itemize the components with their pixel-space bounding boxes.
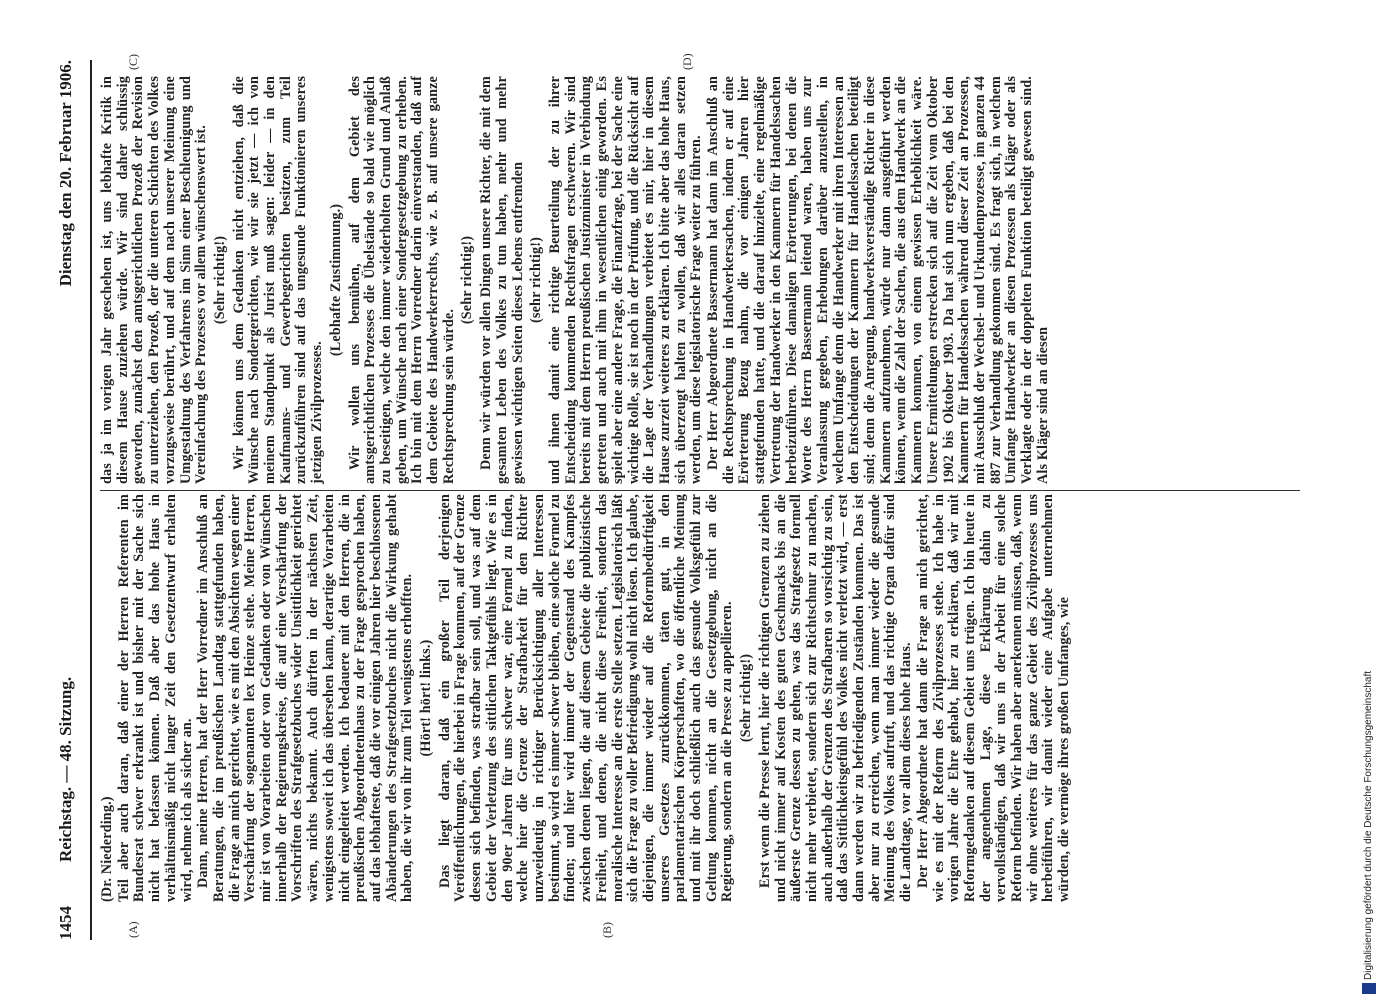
- paragraph: das ja im vorigen Jahr geschehen ist, uns lebhafte Kritik in diesem Hause zuziehen würde. Wir sind daher schlüssig geworden, zunächst den amtsgerichtlichen Prozeß der Revision zu unterziehen, den Prozeß, der die unteren Schichten des Volkes vorzugsweise berührt, und auf dem nach unserer Meinung eine Umgestaltung des Verfahrens im Sinn einer Beschleunigung und Vereinfachung des Prozesses vor allem wünschenswert ist.: [99, 76, 210, 484]
- paragraph: Denn wir würden vor allen Dingen unsere Richter, die mit dem gesamten Leben des Volkes zu tun haben, mehr und mehr gewissen wichtigen Seiten dieses Lebens entfremden: [478, 76, 526, 484]
- paragraph: Der Herr Abgeordnete Bassermann hat dann im Anschluß an die Rechtsprechung in Handwerkersachen, indem er auf eine Erörterung Bezug nahm, die vor einigen Jahren hier stattgefunden hatte, und die darauf hinzielte, eine regelmäßige Vertretung der Handwerker in den Kammern für Handelssachen herbeizuführen. Diese damaligen Erörterungen, bei denen die Worte des Herrn Bassermann leitend waren, haben uns zur Veranlassung gegeben, Erhebungen darüber anzustellen, in welchem Umfange denn die Handwerker mit ihren Interessen an den Entscheidungen der Kammern für Handelssachen beteiligt sind; denn die Anregung, handwerksverständige Richter in diese Kammern aufzunehmen, würde nur dann ausgeführt werden können, wenn die Zahl der Sachen, die aus dem Handwerk an die Kammern kommen, von einem gewissen Erheblichkeit wäre. Unsere Ermittelungen erstrecken sich auf die Zeit vom Oktober 1902 bis Oktober 1903. Da hat sich nun ergeben, daß bei den Kammern für Handelssachen während dieser Zeit an Prozessen, mit Ausschluß der Wechsel- und Urkundenprozesse, im ganzen 44 887 zur Verhandlung gekommen sind. Es fragt sich, in welchem Umfange Handwerker an diesen Prozessen als Kläger oder als Verklagte oder in der doppelten Funktion beteiligt gewesen sind. Als Kläger sind an diesen: [705, 76, 1051, 484]
- margin-marker-c: (C): [126, 54, 140, 70]
- paragraph: Wir können uns dem Gedanken nicht entziehen, daß die Wünsche nach Sondergerichten, wie wir sie jetzt — ich von meinem Standpunkt als Jurist muß sagen: leider — in den Kaufmanns- und Gewerbegerichten besitzen, zum Teil zurückzuführen sind auf das ungesunde Funktionieren unseres jetzigen Zivilprozesses.: [230, 76, 326, 484]
- interjection: (Sehr richtig!): [738, 653, 755, 743]
- interjection: (Hört! hört! links.): [418, 639, 435, 757]
- margin-marker-d: (D): [680, 53, 694, 70]
- interjection: (Lebhafte Zustimmung.): [327, 203, 344, 357]
- interjection: (Sehr richtig!): [459, 235, 476, 325]
- left-column: [100, 494, 1074, 902]
- column-divider: [100, 490, 1300, 491]
- paragraph: Das liegt daran, daß ein großer Teil derjenigen Veröffentlichungen, die hierbei in Frage kommen, auf der Grenze dessen sich befinden, was strafbar sein soll, und was auf dem Gebiet der Verletzung des sittlichen Taktgefühls liegt. Wie es in den 90er Jahren für uns schwer war, eine Formel zu finden, welche hier die Grenze der Strafbarkeit für den Richter unzweideutig in richtiger Berücksichtigung aller Interessen bestimmt, so wird es immer schwer bleiben, eine solche Formel zu finden; und hier wird immer der Gegenstand des Kampfes zwischen denen liegen, die auf diesem Gebiete die publizistische Freiheit, und denen, die nicht diese Freiheit, sondern das moralische Interesse an die erste Stelle setzen. Legislatorisch läßt sich die Frage zu voller Befriedigung wohl nicht lösen. Ich glaube, diejenigen, die immer wieder auf die Reformbedürftigkeit unseres Gesetzes zurückkommen, täten gut, in den parlamentarischen Körperschaften, wo die öffentliche Meinung und mit ihr doch schließlich auch das gesunde Volksgefühl zur Geltung kommen, nicht an die Gesetzgebung, nicht an die Regierung, sondern an die Presse zu appellieren.: [436, 494, 736, 902]
- session-title: Reichstag. — 48. Sitzung.: [56, 676, 75, 862]
- header-rule: [90, 60, 92, 940]
- interjection: (Sehr richtig!): [211, 235, 228, 325]
- paragraph: Dann, meine Herren, hat der Herr Vorredner im Anschluß an Beratungen, die im preußischen Landtag stattgefunden haben, die Frage an mich gerichtet, wie es mit den Absichten wegen einer Verschärfung der sogenannten lex Heinze stehe. Meine Herren, mir ist von Vorarbeiten oder von Gedanken oder von Wünschen innerhalb der Regierungskreise, die auf eine Verschärfung der Vorschriften des Strafgesetzbuches wider Unsittlichkeit gerichtet wären, nichts bekannt. Auch dürften in der nächsten Zeit, wenigstens soweit ich das übersehen kann, derartige Vorarbeiten nicht eingeleitet werden. Ich bedauere mit den Herren, die in preußischen Abgeordnetenhaus zu der Frage gesprochen haben, auf das lebhafteste, daß die vor einigen Jahren hier beschlossenen Abänderungen des Strafgesetzbuches nicht die Wirkung gehabt haben, die wir von ihr zum Teil wenigstens erhofften.: [195, 494, 416, 902]
- page-number: 1454: [56, 906, 75, 940]
- dfg-logo-icon: [1362, 983, 1376, 994]
- paragraph: Erst wenn die Presse lernt, hier die richtigen Grenzen zu ziehen und nicht immer auf Kosten des guten Geschmacks bis an die äußerste Grenze dessen zu gehen, was das Strafgesetz formell nicht mehr verbietet, sondern sich zur Richtschnur zu machen, auch außerhalb der Grenzen des Strafbaren so vorsichtig zu sein, daß das Sittlichkeitsgefühl des Volkes nicht verletzt wird, — erst dann werden wir zu befriedigenden Zuständen kommen. Das ist aber nur zu erreichen, wenn man immer wieder die gesunde Meinung des Volkes aufruft, und das richtige Organ dafür sind die Landtage, vor allem dieses hohe Haus.: [756, 494, 915, 902]
- interjection: (sehr richtig!): [528, 237, 545, 323]
- digitization-credit: [1360, 0, 1380, 1000]
- margin-marker-b: (B): [600, 922, 614, 938]
- session-date: Dienstag den 20. Februar 1906.: [56, 60, 75, 287]
- speaker-note: (Dr. Niederding.): [99, 796, 115, 902]
- paragraph: Der Herr Abgeordnete hat dann die Frage an mich gerichtet, wie es mit der Reform des Zivilprozesses stehe. Ich habe in vorigen Jahre die Ehre gehabt, hier zu erklären, daß wir mit Reformgedanken auf diesem Gebiet uns trügen. Ich bin heute in der angenehmen Lage, diese Erklärung dahin zu vervollständigen, daß wir uns in der Arbeit für eine solche Reform befinden. Wir haben aber anerkennen müssen, daß, wenn wir ohne weiteres für das ganze Gebiet des Zivilprozesses uns herbeiführen, wir damit wieder eine Aufgabe unternehmen würden, die vermöge ihres großen Umfanges, wie: [914, 494, 1073, 902]
- paragraph: und ihnen damit eine richtige Beurteilung der zu ihrer Entscheidung kommenden Rechtsfragen erschweren. Wir sind bereits mit dem Herrn preußischen Justizminister in Verbindung getreten und auch mit ihm in wesentlichen einig geworden. Es spielt aber eine andere Frage, die Finanzfrage, bei der Sache eine wichtige Rolle, sie ist noch in der Prüfung, und die Rücksicht auf die Lage der Verhandlungen verbietet es mir, hier in diesem Hause zurzeit weiteres zu erklären. Ich bitte aber das hohe Haus, sich überzeugt halten zu wollen, daß wir alles daran setzen werden, um diese legislatorische Frage weiter zu führen.: [546, 76, 705, 484]
- credit-text: Digitalisierung gefördert durch die Deutsche Forschungsgemeinschaft: [1363, 670, 1374, 980]
- paragraph: Teil aber auch daran, daß einer der Herren Referenten im Bundesrat schwer erkrankt ist und bisher mit der Sache sich nicht hat befassen können. Daß aber das hohe Haus in verhältnismäßig nicht langer Zeit den Gesetzentwurf erhalten wird, nehme ich als sicher an.: [115, 494, 195, 902]
- right-column: [100, 76, 1052, 484]
- page-header: [48, 60, 82, 940]
- margin-marker-a: (A): [126, 921, 140, 938]
- paragraph: Wir wollen uns bemühen, auf dem Gebiet des amtsgerichtlichen Prozesses die Übelstände so bald wie möglich zu beseitigen, welche den immer wiederholten Grund und Anlaß geben, um Wünsche nach einer Sondergesetzgebung zu erheben. Ich bin mit dem Herrn Vorredner darin einverstanden, daß auf dem Gebiete des Handwerkerrechts, wie z. B. auf unsere ganze Rechtsprechung sein würde.: [346, 76, 457, 484]
